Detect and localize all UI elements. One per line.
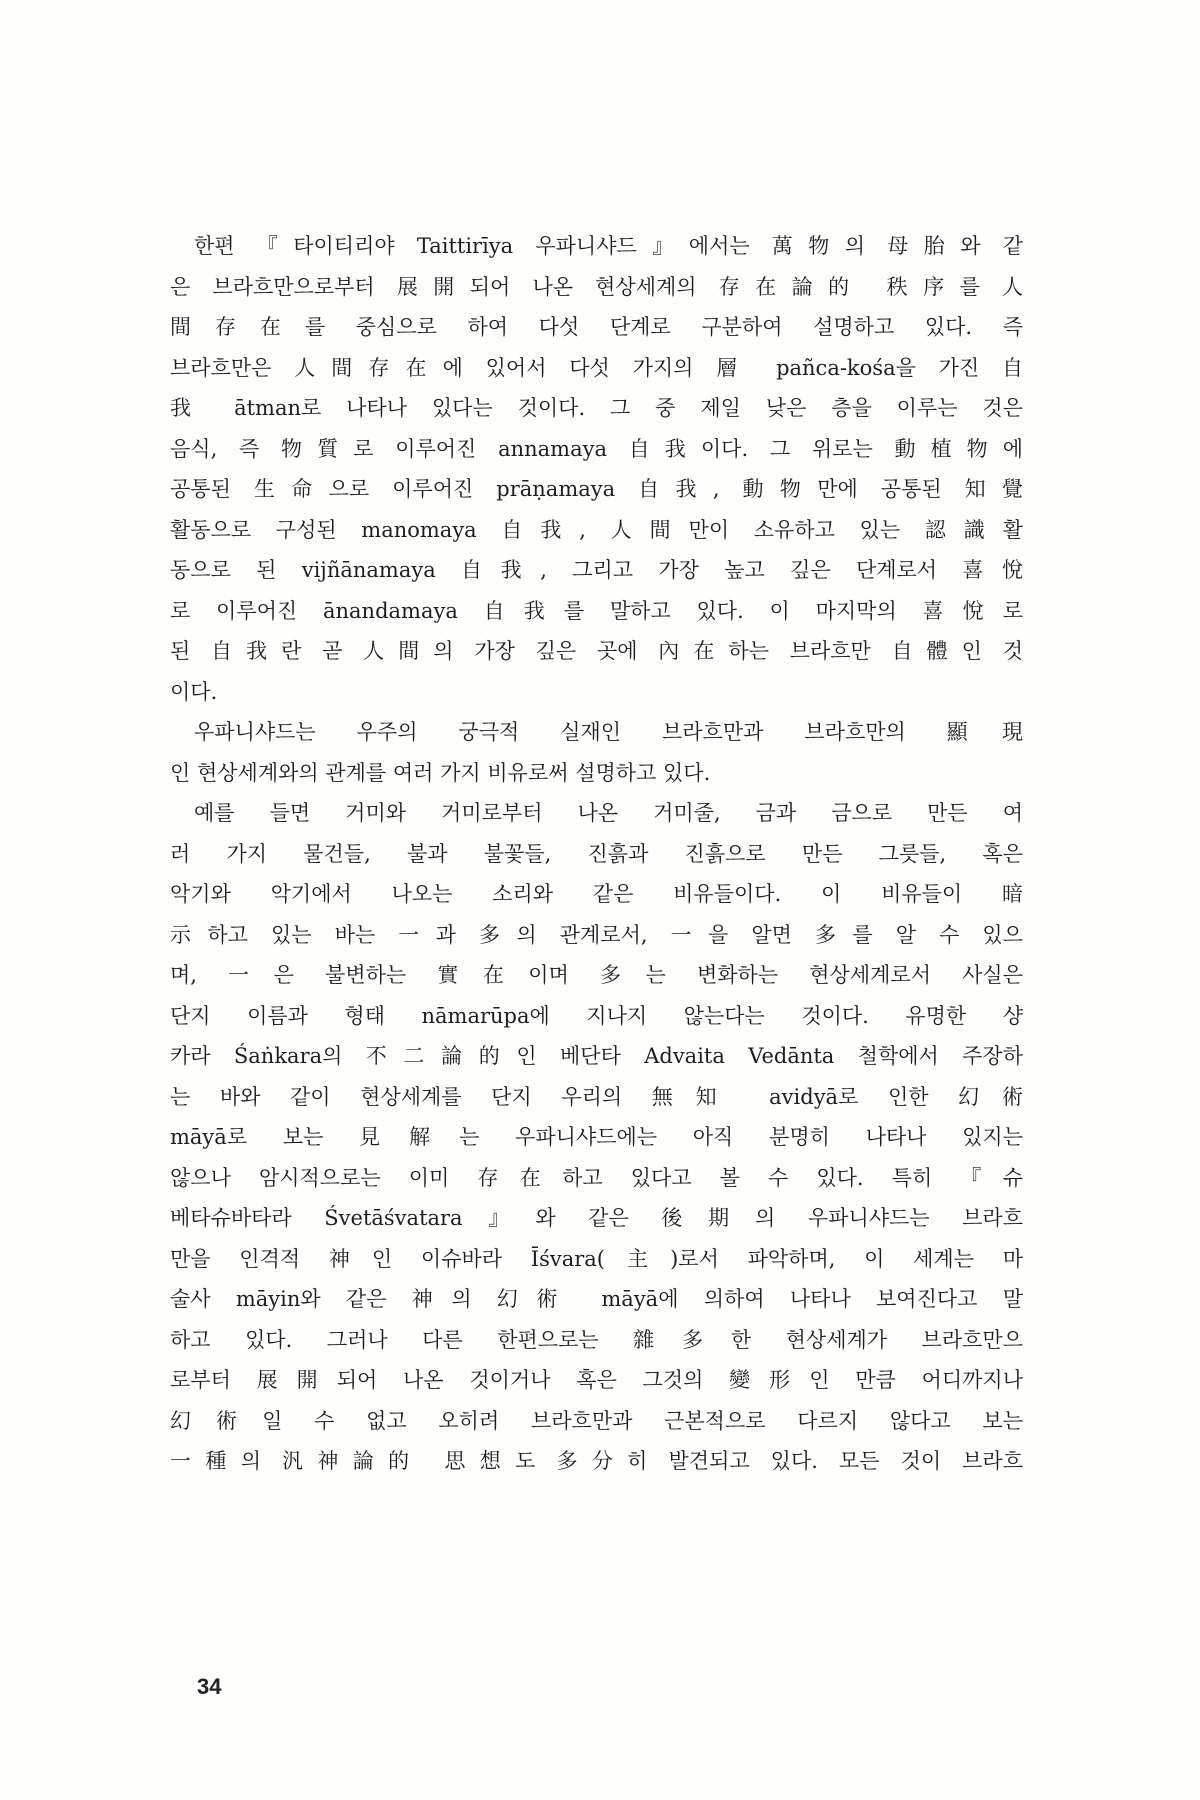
- text-line: 하고 있다. 그러나 다른 한편으로는 雜多한 현상세계가 브라흐만으: [170, 1327, 1023, 1352]
- text-line: 공통된 生命으로 이루어진 prāṇamaya 自我, 動物만에 공통된 知覺: [170, 477, 1023, 501]
- text-line: 인 현상세계와의 관계를 여러 가지 비유로써 설명하고 있다.: [170, 760, 711, 785]
- page-number: 34: [197, 1674, 222, 1699]
- text-line: 예를 들면 거미와 거미로부터 나온 거미줄, 금과 금으로 만든 여: [194, 801, 1023, 825]
- text-line: māyā로 보는 見解는 우파니샤드에는 아직 분명히 나타나 있지는: [170, 1125, 1023, 1149]
- text-line: 우파니샤드는 우주의 궁극적 실재인 브라흐만과 브라흐만의 顯現: [194, 720, 1023, 744]
- text-line: 한편 『타이티리야 Taittirīya 우파니샤드』에서는 萬物의 母胎와 같: [194, 234, 1023, 258]
- text-line: 一種의 汎神論的 思想도 多分히 발견되고 있다. 모든 것이 브라흐: [170, 1449, 1023, 1473]
- text-line: 카라 Śaṅkara의 不二論的인 베단타 Advaita Vedānta 철학에서 주장하: [170, 1044, 1023, 1068]
- text-line: 술사 māyin와 같은 神의 幻術 māyā에 의하여 나타나 보여진다고 말: [170, 1287, 1023, 1311]
- text-line: 음식, 즉 物質로 이루어진 annamaya 自我이다. 그 위로는 動植物에: [170, 436, 1023, 461]
- text-line: 단지 이름과 형태 nāmarūpa에 지나지 않는다는 것이다. 유명한 샹: [170, 1003, 1023, 1028]
- text-line: 러 가지 물건들, 불과 불꽃들, 진흙과 진흙으로 만든 그릇들, 혹은: [170, 841, 1023, 866]
- text-line: 활동으로 구성된 manomaya 自我, 人間만이 소유하고 있는 認識활: [170, 517, 1023, 542]
- text-line: 동으로 된 vijñānamaya 自我, 그리고 가장 높고 깊은 단계로서 喜悅: [170, 558, 1023, 582]
- text-line: 악기와 악기에서 나오는 소리와 같은 비유들이다. 이 비유들이 暗: [170, 882, 1023, 906]
- text-line: 만을 인격적 神인 이슈바라 Īśvara(主)로서 파악하며, 이 세계는 마: [170, 1246, 1023, 1271]
- text-line: 않으나 암시적으로는 이미 存在하고 있다고 볼 수 있다. 특히 『슈: [170, 1165, 1023, 1190]
- text-line: 示하고 있는 바는 一과 多의 관계로서, 一을 알면 多를 알 수 있으: [170, 922, 1023, 947]
- text-line: 間存在를 중심으로 하여 다섯 단계로 구분하여 설명하고 있다. 즉: [170, 315, 1023, 339]
- text-line: 로부터 展開되어 나온 것이거나 혹은 그것의 變形인 만큼 어디까지나: [170, 1368, 1023, 1392]
- text-line: 로 이루어진 ānandamaya 自我를 말하고 있다. 이 마지막의 喜悅로: [170, 598, 1023, 623]
- body-text: [170, 226, 1023, 1482]
- text-line: 며, 一은 불변하는 實在이며 多는 변화하는 현상세계로서 사실은: [170, 963, 1023, 987]
- text-line: 이다.: [170, 679, 218, 704]
- text-line: 베타슈바타라 Śvetāśvatara』와 같은 後期의 우파니샤드는 브라흐: [170, 1206, 1023, 1230]
- text-line: 브라흐만은 人間存在에 있어서 다섯 가지의 層 pañca-kośa을 가진 自: [170, 355, 1023, 380]
- text-line: 은 브라흐만으로부터 展開되어 나온 현상세계의 存在論的 秩序를 人: [170, 274, 1023, 299]
- text-line: 幻術일 수 없고 오히려 브라흐만과 근본적으로 다르지 않다고 보는: [170, 1408, 1023, 1433]
- text-line: 我 ātman로 나타나 있다는 것이다. 그 중 제일 낮은 층을 이루는 것은: [170, 396, 1023, 420]
- text-line: 는 바와 같이 현상세계를 단지 우리의 無知 avidyā로 인한 幻術: [170, 1084, 1023, 1109]
- text-line: 된 自我란 곧 人間의 가장 깊은 곳에 內在하는 브라흐만 自體인 것: [170, 639, 1023, 663]
